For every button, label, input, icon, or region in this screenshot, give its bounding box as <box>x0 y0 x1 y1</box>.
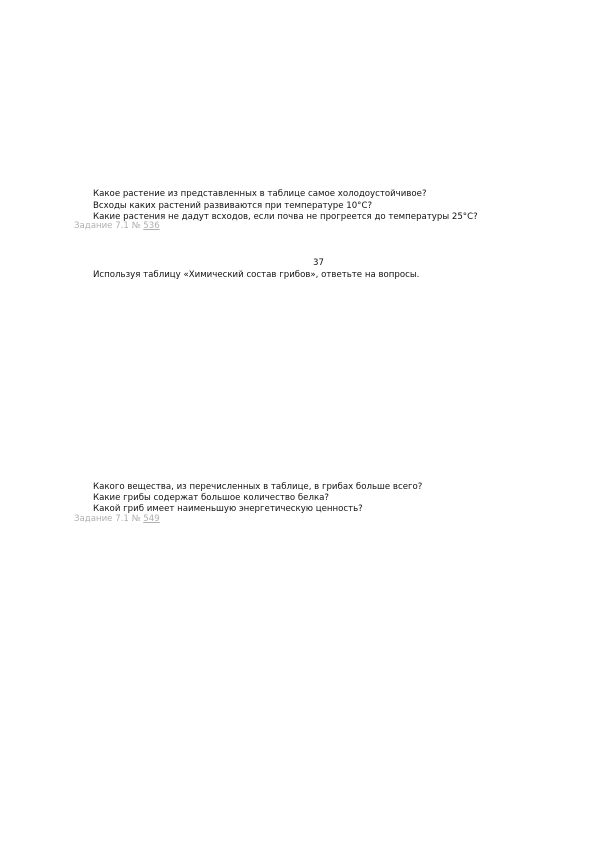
question-2-2: Какие грибы содержат большое количество белка? <box>93 493 329 503</box>
table-instruction: Используя таблицу «Химический состав грибов», ответьте на вопросы. <box>93 270 420 280</box>
task-number-link[interactable]: 549 <box>143 514 160 524</box>
task-reference-536 <box>74 221 160 232</box>
question-1-2: Всходы каких растений развиваются при температуре 10°С? <box>93 201 373 211</box>
question-1-1: Какое растение из представленных в таблице самое холодоустойчивое? <box>93 189 427 199</box>
question-2-3: Какой гриб имеет наименьшую энергетическую ценность? <box>93 504 363 514</box>
task-reference-label: Задание 7.1 № <box>74 514 144 524</box>
task-number-link[interactable]: 536 <box>143 221 160 231</box>
question-2-1: Какого вещества, из перечисленных в таблице, в грибах больше всего? <box>93 482 423 492</box>
page-number: 37 <box>313 258 324 268</box>
task-reference-549 <box>74 514 160 525</box>
task-reference-label: Задание 7.1 № <box>74 221 144 231</box>
question-1-3: Какие растения не дадут всходов, если почва не прогреется до температуры 25°С? <box>93 212 478 222</box>
